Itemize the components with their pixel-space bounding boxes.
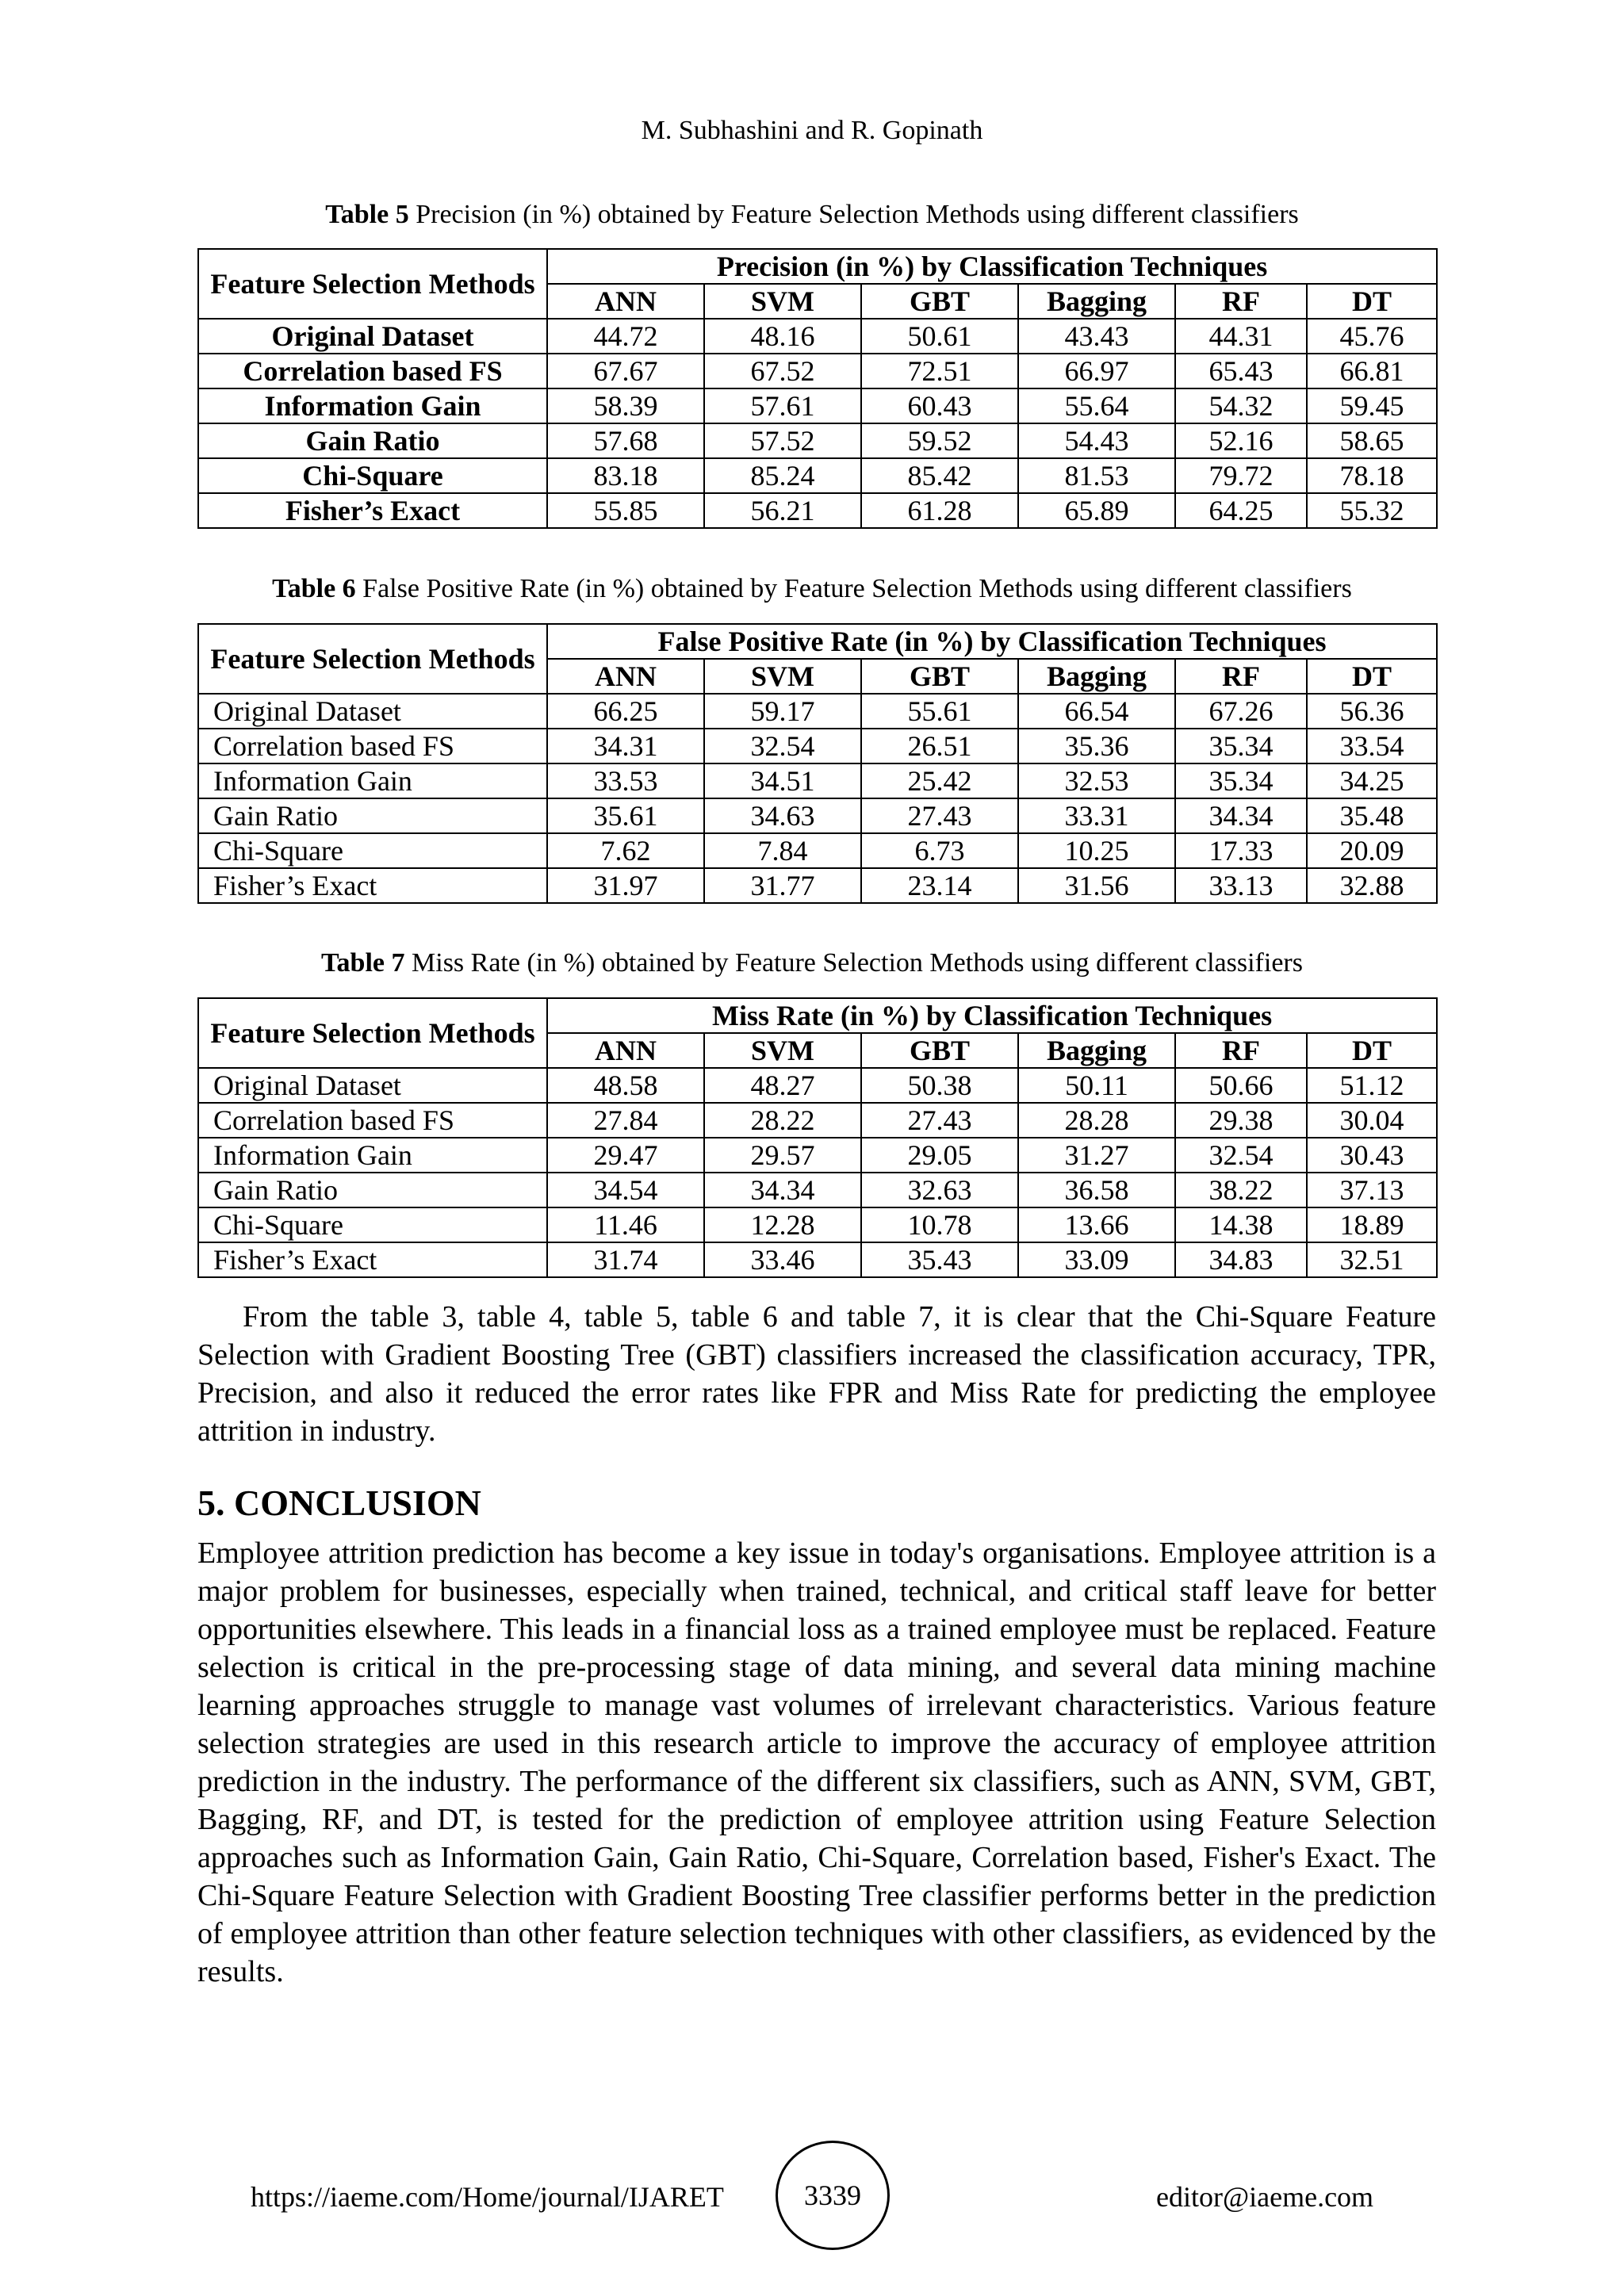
value-cell: 34.34: [704, 1173, 861, 1207]
table-7-caption-text: Miss Rate (in %) obtained by Feature Selection Methods using different classifiers: [404, 948, 1303, 978]
value-cell: 31.56: [1018, 868, 1175, 903]
row-label-cell: Correlation based FS: [198, 354, 547, 388]
value-cell: 57.52: [704, 423, 861, 458]
value-cell: 35.48: [1307, 798, 1437, 833]
row-label-cell: Fisher’s Exact: [198, 1242, 547, 1277]
value-cell: 65.89: [1018, 493, 1175, 528]
column-header-cell: DT: [1307, 1033, 1437, 1068]
value-cell: 32.54: [1175, 1138, 1307, 1173]
value-cell: 31.97: [547, 868, 704, 903]
value-cell: 34.25: [1307, 763, 1437, 798]
value-cell: 12.28: [704, 1207, 861, 1242]
table-6-caption-label: Table 6: [272, 574, 356, 603]
value-cell: 34.34: [1175, 798, 1307, 833]
value-cell: 58.39: [547, 388, 704, 423]
column-header-cell: ANN: [547, 1033, 704, 1068]
table-row: [198, 1242, 1437, 1277]
value-cell: 55.64: [1018, 388, 1175, 423]
table-row: [198, 1173, 1437, 1207]
table-5-caption: [0, 200, 1624, 230]
value-cell: 54.43: [1018, 423, 1175, 458]
table-row: [198, 1207, 1437, 1242]
value-cell: 32.63: [861, 1173, 1018, 1207]
value-cell: 55.32: [1307, 493, 1437, 528]
value-cell: 50.38: [861, 1068, 1018, 1103]
row-label-cell: Original Dataset: [198, 1068, 547, 1103]
value-cell: 20.09: [1307, 833, 1437, 868]
group-header-cell: Precision (in %) by Classification Techniques: [547, 249, 1437, 284]
value-cell: 85.24: [704, 458, 861, 493]
value-cell: 30.04: [1307, 1103, 1437, 1138]
table-6-caption: [0, 574, 1624, 604]
value-cell: 56.21: [704, 493, 861, 528]
footer-email[interactable]: editor@iaeme.com: [1156, 2181, 1374, 2213]
row-label-cell: Information Gain: [198, 1138, 547, 1173]
value-cell: 33.46: [704, 1242, 861, 1277]
value-cell: 67.67: [547, 354, 704, 388]
table-row: [198, 1103, 1437, 1138]
value-cell: 26.51: [861, 729, 1018, 763]
value-cell: 34.51: [704, 763, 861, 798]
value-cell: 29.57: [704, 1138, 861, 1173]
table-row: [198, 729, 1437, 763]
table-row: [198, 868, 1437, 903]
table-7-caption-label: Table 7: [321, 948, 405, 978]
value-cell: 65.43: [1175, 354, 1307, 388]
value-cell: 27.43: [861, 798, 1018, 833]
value-cell: 85.42: [861, 458, 1018, 493]
value-cell: 61.28: [861, 493, 1018, 528]
value-cell: 18.89: [1307, 1207, 1437, 1242]
table-row: [198, 458, 1437, 493]
row-label-cell: Gain Ratio: [198, 798, 547, 833]
value-cell: 48.27: [704, 1068, 861, 1103]
footer-url[interactable]: https://iaeme.com/Home/journal/IJARET: [251, 2181, 724, 2213]
value-cell: 56.36: [1307, 694, 1437, 729]
table-5-precision: [197, 248, 1438, 529]
row-header-cell: Feature Selection Methods: [198, 998, 547, 1068]
value-cell: 33.31: [1018, 798, 1175, 833]
value-cell: 30.43: [1307, 1138, 1437, 1173]
value-cell: 34.31: [547, 729, 704, 763]
value-cell: 55.85: [547, 493, 704, 528]
value-cell: 34.54: [547, 1173, 704, 1207]
table-row: [198, 1138, 1437, 1173]
value-cell: 7.62: [547, 833, 704, 868]
value-cell: 50.11: [1018, 1068, 1175, 1103]
value-cell: 55.61: [861, 694, 1018, 729]
value-cell: 79.72: [1175, 458, 1307, 493]
value-cell: 35.34: [1175, 729, 1307, 763]
table-header-row: [198, 249, 1437, 284]
value-cell: 36.58: [1018, 1173, 1175, 1207]
value-cell: 33.53: [547, 763, 704, 798]
value-cell: 10.25: [1018, 833, 1175, 868]
value-cell: 38.22: [1175, 1173, 1307, 1207]
value-cell: 81.53: [1018, 458, 1175, 493]
value-cell: 28.22: [704, 1103, 861, 1138]
value-cell: 17.33: [1175, 833, 1307, 868]
row-label-cell: Chi-Square: [198, 458, 547, 493]
value-cell: 59.52: [861, 423, 1018, 458]
column-header-cell: RF: [1175, 284, 1307, 319]
value-cell: 32.54: [704, 729, 861, 763]
table-row: [198, 1068, 1437, 1103]
value-cell: 57.61: [704, 388, 861, 423]
value-cell: 11.46: [547, 1207, 704, 1242]
value-cell: 23.14: [861, 868, 1018, 903]
column-header-cell: ANN: [547, 284, 704, 319]
row-label-cell: Fisher’s Exact: [198, 493, 547, 528]
value-cell: 32.51: [1307, 1242, 1437, 1277]
value-cell: 35.34: [1175, 763, 1307, 798]
row-label-cell: Information Gain: [198, 763, 547, 798]
row-label-cell: Information Gain: [198, 388, 547, 423]
column-header-cell: SVM: [704, 284, 861, 319]
table-header-row: [198, 998, 1437, 1033]
table-7-caption: [0, 948, 1624, 978]
value-cell: 31.77: [704, 868, 861, 903]
table-6-caption-text: False Positive Rate (in %) obtained by Feature Selection Methods using different classifiers: [355, 574, 1352, 603]
value-cell: 35.36: [1018, 729, 1175, 763]
value-cell: 35.61: [547, 798, 704, 833]
value-cell: 27.43: [861, 1103, 1018, 1138]
value-cell: 59.45: [1307, 388, 1437, 423]
column-header-cell: GBT: [861, 1033, 1018, 1068]
value-cell: 60.43: [861, 388, 1018, 423]
value-cell: 43.43: [1018, 319, 1175, 354]
page-number: 3339: [776, 2141, 890, 2250]
value-cell: 10.78: [861, 1207, 1018, 1242]
value-cell: 27.84: [547, 1103, 704, 1138]
value-cell: 51.12: [1307, 1068, 1437, 1103]
value-cell: 58.65: [1307, 423, 1437, 458]
row-label-cell: Gain Ratio: [198, 1173, 547, 1207]
row-label-cell: Correlation based FS: [198, 1103, 547, 1138]
column-header-cell: SVM: [704, 1033, 861, 1068]
value-cell: 50.66: [1175, 1068, 1307, 1103]
value-cell: 66.25: [547, 694, 704, 729]
summary-paragraph: From the table 3, table 4, table 5, table 6 and table 7, it is clear that the Chi-Square Feature Selection with Gradient Boosting Tree (GBT) classifiers increased the classification accuracy, TPR, Precision, and also it reduced the error rates like FPR and Miss Rate for predicting the employee attrition in industry.: [197, 1300, 1436, 1448]
value-cell: 67.26: [1175, 694, 1307, 729]
value-cell: 48.16: [704, 319, 861, 354]
value-cell: 14.38: [1175, 1207, 1307, 1242]
value-cell: 7.84: [704, 833, 861, 868]
value-cell: 29.38: [1175, 1103, 1307, 1138]
value-cell: 50.61: [861, 319, 1018, 354]
value-cell: 57.68: [547, 423, 704, 458]
column-header-cell: SVM: [704, 659, 861, 694]
value-cell: 66.81: [1307, 354, 1437, 388]
value-cell: 13.66: [1018, 1207, 1175, 1242]
section-title: 5. CONCLUSION: [197, 1483, 481, 1523]
row-label-cell: Gain Ratio: [198, 423, 547, 458]
column-header-cell: DT: [1307, 284, 1437, 319]
table-7-miss-rate: [197, 997, 1438, 1278]
row-label-cell: Correlation based FS: [198, 729, 547, 763]
value-cell: 35.43: [861, 1242, 1018, 1277]
value-cell: 59.17: [704, 694, 861, 729]
value-cell: 45.76: [1307, 319, 1437, 354]
value-cell: 67.52: [704, 354, 861, 388]
value-cell: 33.09: [1018, 1242, 1175, 1277]
value-cell: 64.25: [1175, 493, 1307, 528]
value-cell: 52.16: [1175, 423, 1307, 458]
row-label-cell: Original Dataset: [198, 694, 547, 729]
value-cell: 44.31: [1175, 319, 1307, 354]
value-cell: 31.74: [547, 1242, 704, 1277]
value-cell: 31.27: [1018, 1138, 1175, 1173]
value-cell: 29.47: [547, 1138, 704, 1173]
value-cell: 32.88: [1307, 868, 1437, 903]
table-5-caption-label: Table 5: [325, 200, 409, 229]
value-cell: 28.28: [1018, 1103, 1175, 1138]
table-row: [198, 833, 1437, 868]
row-label-cell: Chi-Square: [198, 833, 547, 868]
row-header-cell: Feature Selection Methods: [198, 624, 547, 694]
value-cell: 54.32: [1175, 388, 1307, 423]
value-cell: 37.13: [1307, 1173, 1437, 1207]
value-cell: 33.13: [1175, 868, 1307, 903]
group-header-cell: False Positive Rate (in %) by Classification Techniques: [547, 624, 1437, 659]
row-label-cell: Original Dataset: [198, 319, 547, 354]
group-header-cell: Miss Rate (in %) by Classification Techniques: [547, 998, 1437, 1033]
row-label-cell: Fisher’s Exact: [198, 868, 547, 903]
conclusion-paragraph: Employee attrition prediction has become a key issue in today's organisations. Employee attrition is a major problem for businesses, especially when trained, technical, and critical staff leave for better opportunities elsewhere. This leads in a financial loss as a trained employee must be replaced. Feature selection is critical in the pre-processing stage of data mining, and several data mining machine learning approaches struggle to manage vast volumes of irrelevant characteristics. Various feature selection strategies are used in this research article to improve the accuracy of employee attrition prediction in the industry. The performance of the different six classifiers, such as ANN, SVM, GBT, Bagging, RF, and DT, is tested for the prediction of employee attrition using Feature Selection approaches such as Information Gain, Gain Ratio, Chi-Square, Correlation based, Fisher's Exact. The Chi-Square Feature Selection with Gradient Boosting Tree classifier performs better in the prediction of employee attrition than other feature selection techniques with other classifiers, as evidenced by the results.: [197, 1536, 1436, 1988]
value-cell: 78.18: [1307, 458, 1437, 493]
value-cell: 34.63: [704, 798, 861, 833]
table-row: [198, 763, 1437, 798]
value-cell: 29.05: [861, 1138, 1018, 1173]
value-cell: 6.73: [861, 833, 1018, 868]
table-row: [198, 354, 1437, 388]
column-header-cell: ANN: [547, 659, 704, 694]
value-cell: 32.53: [1018, 763, 1175, 798]
value-cell: 83.18: [547, 458, 704, 493]
table-row: [198, 493, 1437, 528]
row-label-cell: Chi-Square: [198, 1207, 547, 1242]
column-header-cell: GBT: [861, 284, 1018, 319]
column-header-cell: DT: [1307, 659, 1437, 694]
value-cell: 66.54: [1018, 694, 1175, 729]
column-header-cell: Bagging: [1018, 284, 1175, 319]
value-cell: 25.42: [861, 763, 1018, 798]
value-cell: 44.72: [547, 319, 704, 354]
table-5-caption-text: Precision (in %) obtained by Feature Selection Methods using different classifiers: [408, 200, 1299, 229]
column-header-cell: Bagging: [1018, 1033, 1175, 1068]
column-header-cell: GBT: [861, 659, 1018, 694]
column-header-cell: RF: [1175, 1033, 1307, 1068]
column-header-cell: Bagging: [1018, 659, 1175, 694]
running-header: M. Subhashini and R. Gopinath: [641, 116, 983, 145]
table-row: [198, 694, 1437, 729]
table-row: [198, 388, 1437, 423]
value-cell: 33.54: [1307, 729, 1437, 763]
value-cell: 66.97: [1018, 354, 1175, 388]
table-6-false-positive-rate: [197, 623, 1438, 904]
table-row: [198, 798, 1437, 833]
row-header-cell: Feature Selection Methods: [198, 249, 547, 319]
table-row: [198, 423, 1437, 458]
table-row: [198, 319, 1437, 354]
value-cell: 48.58: [547, 1068, 704, 1103]
value-cell: 34.83: [1175, 1242, 1307, 1277]
column-header-cell: RF: [1175, 659, 1307, 694]
table-header-row: [198, 624, 1437, 659]
value-cell: 72.51: [861, 354, 1018, 388]
